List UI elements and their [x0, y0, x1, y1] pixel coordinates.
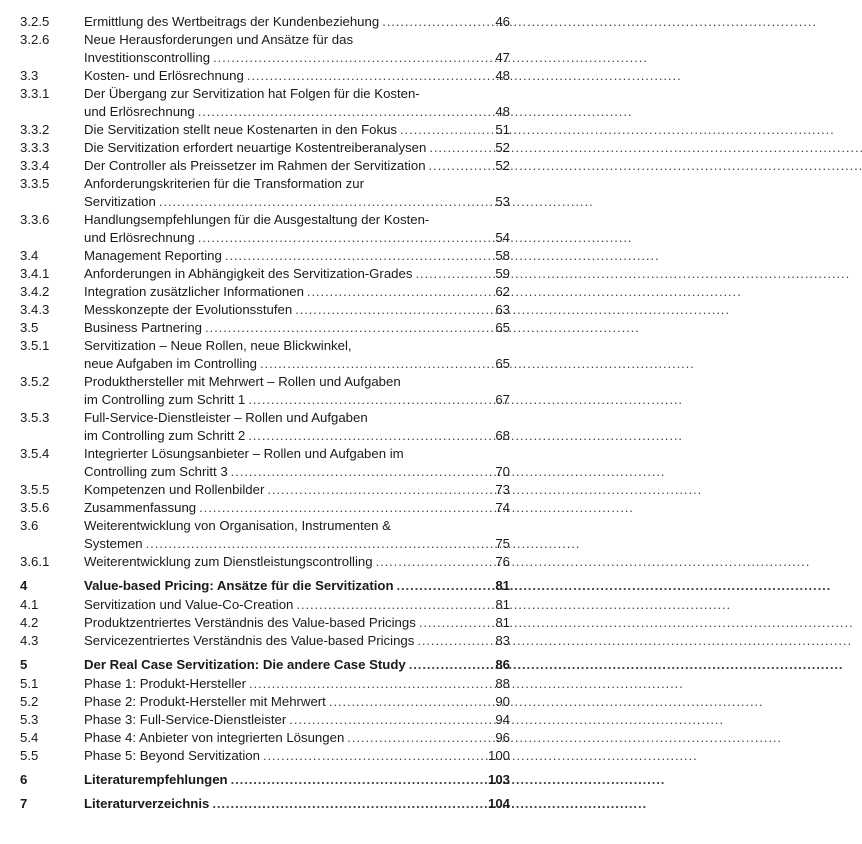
toc-entry [20, 747, 510, 765]
toc-chapter-entry [20, 795, 510, 813]
toc-entry [20, 265, 510, 283]
toc-entry-title [84, 283, 510, 301]
toc-page-number: 46 [495, 14, 510, 29]
toc-entry-number: 3.3.6 [20, 212, 50, 227]
toc-entry-title [84, 139, 510, 157]
dot-leader [267, 481, 485, 499]
toc-entry-title-line: Value-based Pricing: Ansätze für die Servitization [84, 578, 394, 593]
toc-page-number: 81 [495, 615, 510, 630]
toc-page-number: 48 [495, 68, 510, 83]
toc-entry [20, 711, 510, 729]
dot-leader [409, 656, 485, 674]
toc-entry-number: 3.3.5 [20, 176, 50, 191]
toc-entry-title-line: Phase 1: Produkt-Hersteller [84, 676, 246, 691]
toc-page-number: 59 [495, 266, 510, 281]
toc-entry-title-line: Phase 3: Full-Service-Dienstleister [84, 712, 287, 727]
table-of-contents [20, 13, 510, 814]
toc-entry-title [84, 157, 510, 175]
toc-entry-title [84, 729, 510, 747]
toc-entry-title-line: Phase 5: Beyond Servitization [84, 748, 260, 763]
toc-page-number: 62 [495, 284, 510, 299]
toc-entry-title-line: Management Reporting [84, 248, 222, 263]
toc-page-number: 81 [495, 597, 510, 612]
dot-leader [198, 229, 485, 247]
toc-entry [20, 283, 510, 301]
toc-entry-title-line: Full-Service-Dienstleister – Rollen und Aufgaben [84, 410, 368, 425]
dot-leader [307, 283, 485, 301]
toc-entry-number: 3.3.4 [20, 158, 50, 173]
toc-entry-title-line: Der Real Case Servitization: Die andere Case Study [84, 657, 406, 672]
toc-entry-number: 4.1 [20, 597, 39, 612]
toc-entry-title [84, 711, 510, 729]
dot-leader [382, 13, 485, 31]
toc-entry-number: 3.4.3 [20, 302, 50, 317]
toc-entry-title [84, 577, 510, 595]
toc-entry-number: 3.4.2 [20, 284, 50, 299]
dot-leader [429, 139, 485, 157]
toc-entry [20, 481, 510, 499]
toc-entry-title [84, 247, 510, 265]
toc-entry [20, 517, 510, 553]
toc-page-number: 68 [495, 428, 510, 443]
toc-entry-title-line: Phase 4: Anbieter von integrierten Lösungen [84, 730, 345, 745]
toc-entry-title-line: im Controlling zum Schritt 1 [84, 392, 246, 407]
toc-entry-title-line: Systemen [84, 536, 143, 551]
dot-leader [212, 795, 485, 813]
dot-leader [198, 103, 485, 121]
toc-page-number: 70 [495, 464, 510, 479]
toc-page-number: 52 [495, 140, 510, 155]
toc-chapter-entry [20, 656, 510, 674]
toc-entry-title-line: Anforderungskriterien für die Transformation zur [84, 176, 364, 191]
toc-entry-title [84, 301, 510, 319]
toc-page-number: 54 [495, 230, 510, 245]
toc-entry [20, 121, 510, 139]
toc-entry-number: 5.4 [20, 730, 39, 745]
dot-leader [260, 355, 485, 373]
dot-leader [415, 265, 485, 283]
dot-leader [231, 771, 485, 789]
toc-entry-number: 3.4.1 [20, 266, 50, 281]
dot-leader [263, 747, 485, 765]
toc-entry [20, 31, 510, 67]
toc-page-number: 74 [495, 500, 510, 515]
toc-entry-title-line: Business Partnering [84, 320, 203, 335]
toc-page-number: 67 [495, 392, 510, 407]
toc-entry [20, 499, 510, 517]
toc-entry-title-line: und Erlösrechnung [84, 230, 195, 245]
toc-entry-title [84, 596, 510, 614]
toc-entry-title-line: Zusammenfassung [84, 500, 197, 515]
dot-leader [419, 614, 485, 632]
toc-entry [20, 211, 510, 247]
toc-entry-number: 3.5.1 [20, 338, 50, 353]
toc-entry-number: 4.3 [20, 633, 39, 648]
toc-entry-title-line: Der Controller als Preissetzer im Rahmen der Servitization [84, 158, 426, 173]
dot-leader [329, 693, 485, 711]
toc-entry-title-line: Messkonzepte der Evolutionsstufen [84, 302, 293, 317]
toc-page-number: 94 [495, 712, 510, 727]
toc-entry-title-line: Die Servitization erfordert neuartige Kostentreiberanalysen [84, 140, 427, 155]
toc-entry-title [84, 553, 510, 571]
toc-entry-number: 3.5.3 [20, 410, 50, 425]
toc-entry-title [84, 499, 510, 517]
toc-entry-number: 3.6 [20, 518, 39, 533]
dot-leader [296, 596, 485, 614]
toc-entry [20, 553, 510, 571]
toc-page-number: 75 [495, 536, 510, 551]
toc-entry-title [84, 656, 510, 674]
toc-page-number: 52 [495, 158, 510, 173]
toc-entry [20, 85, 510, 121]
toc-entry [20, 337, 510, 373]
toc-page-number: 48 [495, 104, 510, 119]
toc-entry-number: 3.2.6 [20, 32, 50, 47]
toc-entry [20, 157, 510, 175]
toc-entry-title [84, 13, 510, 31]
toc-entry-title [84, 409, 510, 445]
toc-chapter-entry [20, 577, 510, 595]
toc-entry-title [84, 211, 510, 247]
dot-leader [248, 391, 485, 409]
toc-entry-title-line: Kompetenzen und Rollenbilder [84, 482, 265, 497]
toc-entry-number: 3.3.1 [20, 86, 50, 101]
toc-entry [20, 67, 510, 85]
dot-leader [225, 247, 485, 265]
toc-entry-title-line: Handlungsempfehlungen für die Ausgestaltung der Kosten- [84, 212, 430, 227]
toc-entry-number: 3.6.1 [20, 554, 50, 569]
toc-entry [20, 175, 510, 211]
toc-chapter-entry [20, 771, 510, 789]
toc-entry-number: 3.5.5 [20, 482, 50, 497]
toc-entry-title [84, 481, 510, 499]
toc-entry-number: 5.3 [20, 712, 39, 727]
dot-leader [249, 675, 485, 693]
toc-entry-number: 5.1 [20, 676, 39, 691]
toc-entry-title [84, 771, 510, 789]
toc-entry-title-line: Weiterentwicklung zum Dienstleistungscontrolling [84, 554, 373, 569]
toc-entry-title-line: Phase 2: Produkt-Hersteller mit Mehrwert [84, 694, 326, 709]
toc-entry-number: 3.2.5 [20, 14, 50, 29]
toc-entry-number: 5 [20, 657, 28, 672]
toc-entry-title-line: Servitization und Value-Co-Creation [84, 597, 294, 612]
toc-entry-title-line: Weiterentwicklung von Organisation, Instrumenten & [84, 518, 391, 533]
toc-entry-title [84, 445, 510, 481]
toc-entry-title-line: Controlling zum Schritt 3 [84, 464, 228, 479]
toc-entry-title-line: Der Übergang zur Servitization hat Folgen für die Kosten- [84, 86, 420, 101]
toc-page-number: 65 [495, 356, 510, 371]
toc-page-number: 47 [495, 50, 510, 65]
toc-entry [20, 632, 510, 650]
toc-entry-title [84, 747, 510, 765]
toc-entry [20, 445, 510, 481]
toc-entry-number: 3.5.6 [20, 500, 50, 515]
toc-entry [20, 729, 510, 747]
toc-entry-title-line: Produktzentriertes Verständnis des Value-based Pricings [84, 615, 416, 630]
toc-page-number: 65 [495, 320, 510, 335]
toc-entry [20, 675, 510, 693]
toc-entry-title-line: im Controlling zum Schritt 2 [84, 428, 246, 443]
toc-entry-title [84, 67, 510, 85]
toc-entry-title [84, 795, 510, 813]
toc-entry-title-line: neue Aufgaben im Controlling [84, 356, 258, 371]
toc-entry-number: 3.3.3 [20, 140, 50, 155]
toc-entry-title-line: Integrierter Lösungsanbieter – Rollen und Aufgaben im [84, 446, 404, 461]
toc-entry-number: 3.5.4 [20, 446, 50, 461]
toc-entry-number: 6 [20, 772, 28, 787]
toc-entry-number: 3.4 [20, 248, 39, 263]
dot-leader [376, 553, 485, 571]
toc-entry-number: 5.2 [20, 694, 39, 709]
toc-entry-title [84, 31, 510, 67]
toc-entry-title-line: Servitization [84, 194, 156, 209]
toc-page-number: 86 [495, 657, 510, 672]
toc-entry-title [84, 265, 510, 283]
toc-page-number: 51 [495, 122, 510, 137]
toc-entry-number: 7 [20, 796, 28, 811]
toc-entry-number: 5.5 [20, 748, 39, 763]
toc-entry-title [84, 319, 510, 337]
toc-page-number: 96 [495, 730, 510, 745]
dot-leader [247, 67, 485, 85]
toc-entry-title [84, 614, 510, 632]
toc-entry-title-line: Investitionscontrolling [84, 50, 211, 65]
toc-entry-title-line: Servitization – Neue Rollen, neue Blickwinkel, [84, 338, 352, 353]
toc-entry-title-line: Integration zusätzlicher Informationen [84, 284, 304, 299]
dot-leader [146, 535, 485, 553]
dot-leader [231, 463, 485, 481]
toc-page-number: 73 [495, 482, 510, 497]
toc-entry [20, 139, 510, 157]
toc-page-number: 81 [495, 578, 510, 593]
toc-entry [20, 319, 510, 337]
dot-leader [417, 632, 485, 650]
toc-entry [20, 614, 510, 632]
toc-entry-number: 3.3.2 [20, 122, 50, 137]
toc-entry-title-line: Anforderungen in Abhängigkeit des Servitization-Grades [84, 266, 413, 281]
toc-page-number: 83 [495, 633, 510, 648]
toc-entry-title [84, 675, 510, 693]
toc-entry-title [84, 517, 510, 553]
toc-page-number: 53 [495, 194, 510, 209]
dot-leader [199, 499, 485, 517]
toc-entry [20, 373, 510, 409]
toc-page-number: 58 [495, 248, 510, 263]
dot-leader [213, 49, 485, 67]
toc-entry-title-line: Kosten- und Erlösrechnung [84, 68, 244, 83]
dot-leader [295, 301, 485, 319]
toc-entry-number: 4 [20, 578, 28, 593]
toc-entry-number: 3.5.2 [20, 374, 50, 389]
dot-leader [248, 427, 485, 445]
toc-entry-title-line: Ermittlung des Wertbeitrags der Kundenbeziehung [84, 14, 380, 29]
dot-leader [205, 319, 485, 337]
toc-entry-number: 4.2 [20, 615, 39, 630]
toc-entry [20, 247, 510, 265]
toc-entry [20, 409, 510, 445]
toc-entry-number: 3.5 [20, 320, 39, 335]
toc-entry-title-line: Literaturempfehlungen [84, 772, 228, 787]
toc-entry [20, 13, 510, 31]
dot-leader [347, 729, 485, 747]
toc-entry-title [84, 337, 510, 373]
toc-entry-title-line: und Erlösrechnung [84, 104, 195, 119]
toc-entry-title [84, 693, 510, 711]
toc-entry-title [84, 175, 510, 211]
dot-leader [429, 157, 485, 175]
toc-entry [20, 693, 510, 711]
toc-page-number: 103 [487, 772, 510, 787]
toc-page-number: 76 [495, 554, 510, 569]
toc-entry-title-line: Literaturverzeichnis [84, 796, 210, 811]
toc-entry-title [84, 373, 510, 409]
toc-page-number: 90 [495, 694, 510, 709]
toc-page-number: 100 [487, 748, 510, 763]
toc-entry-title-line: Produkthersteller mit Mehrwert – Rollen und Aufgaben [84, 374, 401, 389]
toc-page-number: 104 [487, 796, 510, 811]
dot-leader [397, 577, 486, 595]
toc-entry-title [84, 632, 510, 650]
toc-entry [20, 596, 510, 614]
toc-page-number: 88 [495, 676, 510, 691]
toc-entry-number: 3.3 [20, 68, 39, 83]
toc-page-number: 63 [495, 302, 510, 317]
toc-entry-title-line: Servicezentriertes Verständnis des Value-based Pricings [84, 633, 415, 648]
dot-leader [159, 193, 485, 211]
toc-entry-title-line: Die Servitization stellt neue Kostenarten in den Fokus [84, 122, 398, 137]
toc-entry-title [84, 85, 510, 121]
toc-entry-title-line: Neue Herausforderungen und Ansätze für das [84, 32, 354, 47]
toc-entry-title [84, 121, 510, 139]
dot-leader [400, 121, 485, 139]
toc-entry [20, 301, 510, 319]
dot-leader [289, 711, 485, 729]
